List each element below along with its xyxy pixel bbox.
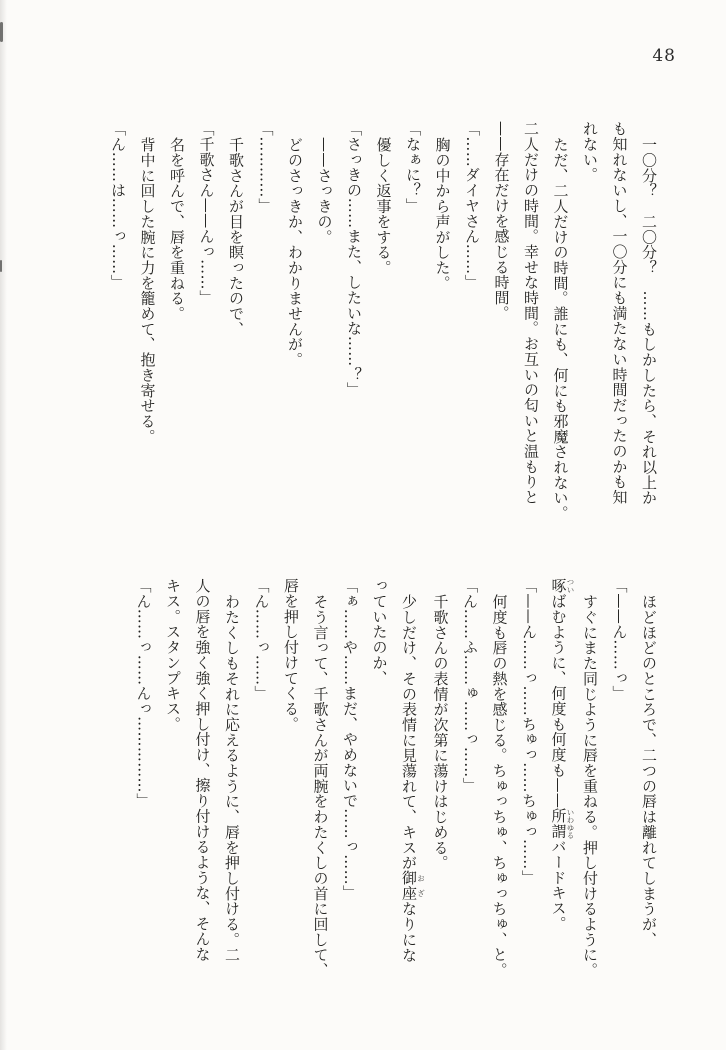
ruby-annotated-text: 所謂いわゆる <box>549 808 575 839</box>
text-line: わたくしもそれに応えるように、唇を押し付ける。二 <box>223 593 241 962</box>
ruby-annotated-text: 御座おざ <box>400 869 426 901</box>
text-line: ほどほどのところで、二つの唇は離れてしまうが、 <box>640 593 658 947</box>
text-line: どのさっきか、わかりませんが。 <box>286 136 304 367</box>
text-line: ただ、二人だけの時間。誰にも、何にも邪魔されない。 <box>551 136 570 521</box>
text-line: 「ん……っ……」 <box>252 578 271 701</box>
text-line: ——存在だけを感じる時間。 <box>492 121 511 321</box>
text-line: 啄ついばむように、何度も何度も——所謂いわゆるバードキス。 <box>549 578 575 932</box>
text-line: 千歌さんが目を瞑ったので、 <box>227 136 245 337</box>
text-line: 少しだけ、その表情に見蕩れて、キスが御座おざなりにな <box>400 593 426 962</box>
text-block-lower <box>128 578 663 980</box>
text-line: 人の唇を強く強く押し付け、擦り付けるような、そんな <box>193 578 212 962</box>
text-line: 「ぁ……や……まだ、やめないで……っ……」 <box>341 578 359 901</box>
ruby-annotated-text: 啄つい <box>549 578 575 594</box>
scan-artifact <box>0 22 3 42</box>
text-line: 一〇分？ 二〇分？ ……もしかしたら、それ以上か <box>640 136 658 505</box>
text-line: ——さっきの。 <box>315 136 334 244</box>
text-line: 「さっきの……また、したいな……？」 <box>345 121 363 398</box>
text-line: 二人だけの時間。幸せな時間。お互いの匂いと温もりと <box>522 121 540 505</box>
text-line: も知れないし、一〇分にも満たない時間だったのかも知 <box>610 121 629 505</box>
text-line: 「なぁに？」 <box>404 121 422 214</box>
text-line: 名を呼んで、唇を重ねる。 <box>168 136 186 321</box>
text-line: キス。スタンプキス。 <box>164 578 182 732</box>
text-line: 「ん……ふ……ゅ……っ……」 <box>461 578 479 793</box>
page-number: 48 <box>652 46 676 66</box>
text-line: 「ん……っ……んっ……………」 <box>134 578 153 809</box>
text-line: れない。 <box>581 121 599 183</box>
text-line: 唇を押し付けてくる。 <box>282 578 300 732</box>
text-line: 「……ダイヤさん……」 <box>463 121 481 290</box>
text-block-upper <box>103 121 664 523</box>
text-line: 「——ん……っ……ちゅっ……ちゅっ……」 <box>520 578 538 885</box>
page-edge-shadow <box>0 0 7 1050</box>
text-line: 背中に回した腕に力を籠めて、抱き寄せる。 <box>138 136 157 444</box>
text-line: すぐにまた同じように唇を重ねる。押し付けるように。 <box>581 593 599 978</box>
text-line: そう言って、千歌さんが両腕をわたくしの首に回して、 <box>311 593 330 978</box>
text-line: っていたのか、 <box>370 578 389 686</box>
text-line: 「千歌さん——んっ……」 <box>197 121 216 306</box>
text-line: 「…………」 <box>256 121 275 214</box>
text-line: 何度も唇の熱を感じる。ちゅっちゅ、ちゅっちゅ、と。 <box>490 593 509 978</box>
text-line: 千歌さんの表情が次第に蕩けはじめる。 <box>431 593 450 870</box>
text-line: 「——ん……っ」 <box>610 578 629 701</box>
text-line: 「ん……は……っ……」 <box>109 121 127 290</box>
scan-artifact <box>0 260 2 272</box>
text-line: 優しく返事をする。 <box>374 136 393 275</box>
text-line: 胸の中から声がした。 <box>433 136 452 290</box>
